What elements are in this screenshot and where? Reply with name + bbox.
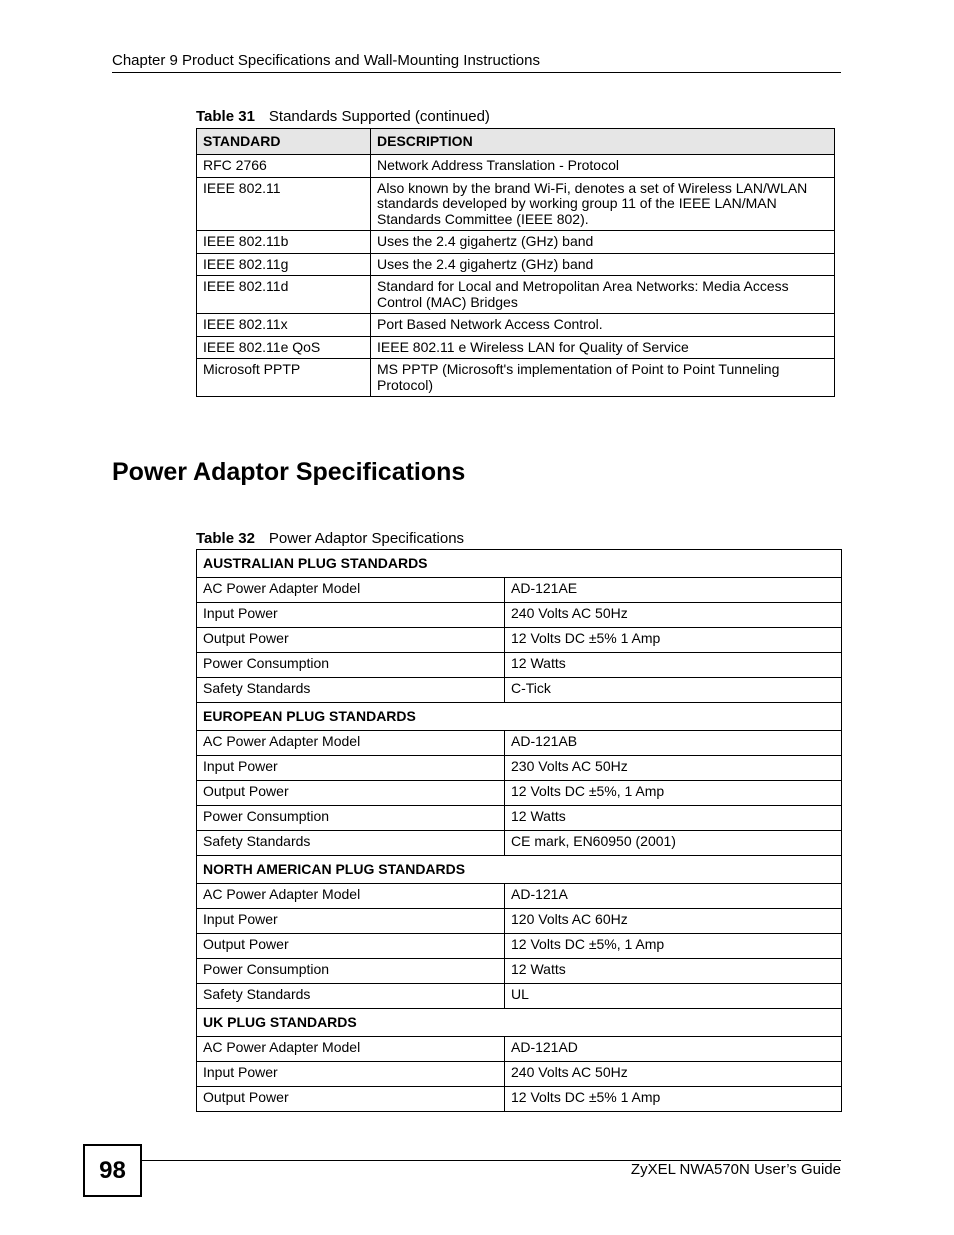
spec-value-cell: 12 Volts DC ±5% 1 Amp — [505, 1087, 842, 1112]
table-row — [197, 934, 842, 959]
table-row — [197, 884, 842, 909]
spec-name-cell: Safety Standards — [197, 984, 505, 1009]
standard-cell: IEEE 802.11e QoS — [197, 336, 371, 359]
standard-cell: RFC 2766 — [197, 155, 371, 178]
standard-cell: Microsoft PPTP — [197, 359, 371, 397]
spec-name-cell: Power Consumption — [197, 959, 505, 984]
table-row — [197, 909, 842, 934]
spec-name-cell: Safety Standards — [197, 831, 505, 856]
section-row — [197, 703, 842, 731]
column-header-description: DESCRIPTION — [371, 129, 835, 155]
table-row — [197, 831, 842, 856]
table-row — [197, 653, 842, 678]
standard-cell: IEEE 802.11x — [197, 314, 371, 337]
section-row — [197, 1009, 842, 1037]
table-row — [197, 1087, 842, 1112]
page-number: 98 — [83, 1144, 142, 1197]
running-header: Chapter 9 Product Specifications and Wall-Mounting Instructions — [112, 52, 540, 69]
spec-value-cell: 12 Volts DC ±5%, 1 Amp — [505, 934, 842, 959]
spec-value-cell: 12 Watts — [505, 806, 842, 831]
table32-title: Power Adaptor Specifications — [268, 530, 465, 547]
standard-cell: IEEE 802.11b — [197, 231, 371, 254]
table-row — [197, 253, 835, 276]
table-row — [197, 314, 835, 337]
spec-value-cell: C-Tick — [505, 678, 842, 703]
plug-standard-heading: AUSTRALIAN PLUG STANDARDS — [197, 550, 842, 578]
description-cell: Uses the 2.4 gigahertz (GHz) band — [371, 231, 835, 254]
spec-value-cell: 12 Watts — [505, 959, 842, 984]
spec-value-cell: UL — [505, 984, 842, 1009]
section-title: Power Adaptor Specifications — [112, 458, 466, 486]
spec-name-cell: AC Power Adapter Model — [197, 884, 505, 909]
description-cell: Port Based Network Access Control. — [371, 314, 835, 337]
spec-name-cell: Power Consumption — [197, 806, 505, 831]
standard-cell: IEEE 802.11g — [197, 253, 371, 276]
spec-name-cell: Input Power — [197, 756, 505, 781]
plug-standard-heading: EUROPEAN PLUG STANDARDS — [197, 703, 842, 731]
spec-value-cell: AD-121AD — [505, 1037, 842, 1062]
table32-caption — [196, 530, 464, 547]
section-row — [197, 550, 842, 578]
spec-name-cell: AC Power Adapter Model — [197, 1037, 505, 1062]
table31-caption — [196, 108, 490, 125]
header-rule — [112, 72, 841, 73]
description-cell: Uses the 2.4 gigahertz (GHz) band — [371, 253, 835, 276]
table-row — [197, 155, 835, 178]
table-row — [197, 359, 835, 397]
table-row — [197, 678, 842, 703]
spec-value-cell: 12 Watts — [505, 653, 842, 678]
spec-name-cell: Output Power — [197, 781, 505, 806]
spec-value-cell: 12 Volts DC ±5% 1 Amp — [505, 628, 842, 653]
description-cell: Also known by the brand Wi-Fi, denotes a set of Wireless LAN/WLAN standards developed by working group 11 of the IEEE LAN/MAN Standards Committee (IEEE 802). — [371, 177, 835, 231]
spec-value-cell: 230 Volts AC 50Hz — [505, 756, 842, 781]
table32-label: Table 32 — [196, 530, 255, 547]
plug-standard-heading: UK PLUG STANDARDS — [197, 1009, 842, 1037]
section-row — [197, 856, 842, 884]
table31-title: Standards Supported (continued) — [268, 108, 490, 125]
spec-value-cell: AD-121AB — [505, 731, 842, 756]
spec-value-cell: 12 Volts DC ±5%, 1 Amp — [505, 781, 842, 806]
spec-name-cell: Input Power — [197, 909, 505, 934]
description-cell: IEEE 802.11 e Wireless LAN for Quality of Service — [371, 336, 835, 359]
table-row — [197, 1037, 842, 1062]
table-row — [197, 578, 842, 603]
table-row — [197, 231, 835, 254]
column-header-standard: STANDARD — [197, 129, 371, 155]
spec-name-cell: Power Consumption — [197, 653, 505, 678]
standards-table — [196, 128, 835, 397]
table-row — [197, 781, 842, 806]
spec-value-cell: 240 Volts AC 50Hz — [505, 603, 842, 628]
plug-standard-heading: NORTH AMERICAN PLUG STANDARDS — [197, 856, 842, 884]
description-cell: Standard for Local and Metropolitan Area Networks: Media Access Control (MAC) Bridges — [371, 276, 835, 314]
spec-name-cell: Output Power — [197, 1087, 505, 1112]
table-row — [197, 1062, 842, 1087]
table-row — [197, 806, 842, 831]
table-row — [197, 756, 842, 781]
spec-value-cell: 120 Volts AC 60Hz — [505, 909, 842, 934]
table-row — [197, 959, 842, 984]
description-cell: MS PPTP (Microsoft's implementation of Point to Point Tunneling Protocol) — [371, 359, 835, 397]
spec-name-cell: Input Power — [197, 1062, 505, 1087]
table-row — [197, 336, 835, 359]
footer-guide-title: ZyXEL NWA570N User’s Guide — [630, 1161, 841, 1178]
spec-name-cell: Safety Standards — [197, 678, 505, 703]
spec-name-cell: Output Power — [197, 934, 505, 959]
table31-label: Table 31 — [196, 108, 255, 125]
spec-value-cell: 240 Volts AC 50Hz — [505, 1062, 842, 1087]
spec-value-cell: AD-121A — [505, 884, 842, 909]
table-row — [197, 177, 835, 231]
description-cell: Network Address Translation - Protocol — [371, 155, 835, 178]
table-row — [197, 984, 842, 1009]
standard-cell: IEEE 802.11 — [197, 177, 371, 231]
spec-name-cell: Output Power — [197, 628, 505, 653]
table-row — [197, 731, 842, 756]
spec-name-cell: AC Power Adapter Model — [197, 578, 505, 603]
spec-name-cell: Input Power — [197, 603, 505, 628]
spec-value-cell: CE mark, EN60950 (2001) — [505, 831, 842, 856]
spec-value-cell: AD-121AE — [505, 578, 842, 603]
table-row — [197, 603, 842, 628]
table-row — [197, 628, 842, 653]
spec-name-cell: AC Power Adapter Model — [197, 731, 505, 756]
standard-cell: IEEE 802.11d — [197, 276, 371, 314]
table-row — [197, 276, 835, 314]
power-adaptor-table — [196, 549, 842, 1112]
